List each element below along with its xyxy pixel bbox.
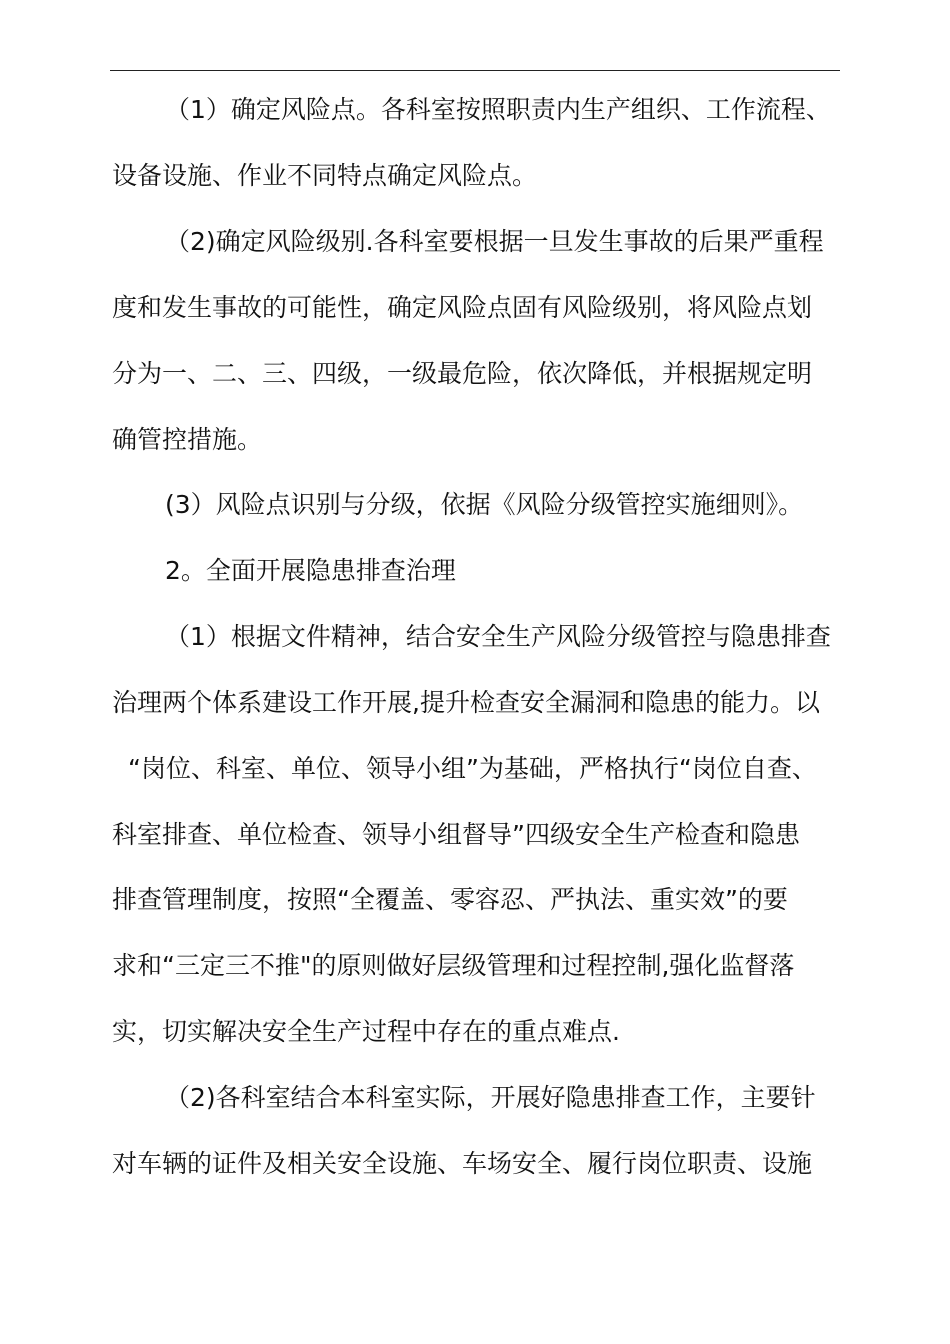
paragraph-line: 科室排查、单位检查、领导小组督导”四级安全生产检查和隐患 <box>112 820 800 849</box>
paragraph-line: 实，切实解决安全生产过程中存在的重点难点. <box>112 1017 620 1046</box>
paragraph-line: 对车辆的证件及相关安全设施、车场安全、履行岗位职责、设施 <box>112 1149 813 1178</box>
paragraph-line: （1）确定风险点。各科室按照职责内生产组织、工作流程、 <box>165 95 831 124</box>
paragraph-line: （2)确定风险级别.各科室要根据一旦发生事故的后果严重程 <box>165 227 824 256</box>
paragraph-line: （2)各科室结合本科室实际，开展好隐患排查工作，主要针 <box>165 1083 816 1112</box>
paragraph-line: 求和“三定三不推"的原则做好层级管理和过程控制,强化监督落 <box>112 951 795 980</box>
section-heading: 2。全面开展隐患排查治理 <box>165 556 456 585</box>
paragraph-line: (3）风险点识别与分级，依据《风险分级管控实施细则》。 <box>165 490 804 519</box>
paragraph-line: “岗位、科室、单位、领导小组”为基础，严格执行“岗位自查、 <box>128 754 817 783</box>
paragraph-line: （1）根据文件精神，结合安全生产风险分级管控与隐患排查 <box>165 622 831 651</box>
paragraph-line: 设备设施、作业不同特点确定风险点。 <box>112 161 538 190</box>
paragraph-line: 治理两个体系建设工作开展,提升检查安全漏洞和隐患的能力。以 <box>112 688 820 717</box>
paragraph-line: 排查管理制度，按照“全覆盖、零容忍、严执法、重实效”的要 <box>112 885 788 914</box>
paragraph-line: 度和发生事故的可能性，确定风险点固有风险级别，将风险点划 <box>112 293 813 322</box>
paragraph-line: 分为一、二、三、四级，一级最危险，依次降低，并根据规定明 <box>112 359 813 388</box>
paragraph-line: 确管控措施。 <box>112 425 263 454</box>
header-rule <box>110 70 840 71</box>
